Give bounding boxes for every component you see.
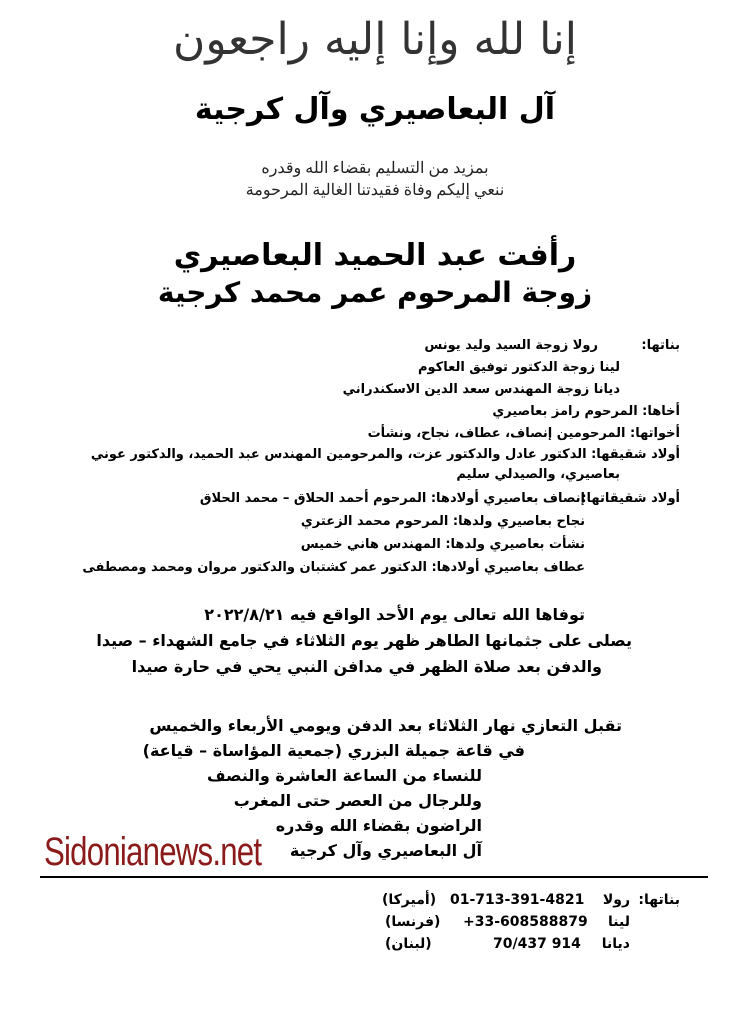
deceased-name: رأفت عبد الحميد البعاصيري xyxy=(173,238,577,273)
daughter-item: ديانا زوجة المهندس سعد الدين الاسكندراني xyxy=(342,382,620,397)
family-title: آل البعاصيري وآل كرجية xyxy=(194,92,556,127)
condolence-line-1: تقبل التعازي نهار الثلاثاء بعد الدفن ويومي الأربعاء والخميس xyxy=(149,716,622,735)
daughter-item: رولا زوجة السيد وليد يونس xyxy=(424,338,598,353)
contact-number: 01-713-391-4821 xyxy=(450,892,585,908)
deceased-wife-of: زوجة المرحوم عمر محمد كرجية xyxy=(157,276,593,309)
condolence-line-2: في قاعة جميلة البزري (جمعية المؤاساة – قياعة) xyxy=(142,741,525,760)
divider-line xyxy=(40,876,708,878)
sister-children-item: إنصاف بعاصيري أولادها: المرحوم أحمد الحلاق – محمد الحلاق xyxy=(199,491,585,506)
sister-children-item: نجاح بعاصيري ولدها: المرحوم محمد الزعتري xyxy=(300,514,585,529)
burial-line: والدفن بعد صلاة الظهر في مدافن النبي يحي في حارة صيدا xyxy=(131,657,602,676)
sister-children-item: عطاف بعاصيري أولادها: الدكتور عمر كشتبان والدكتور مروان ومحمد ومصطفى xyxy=(82,560,585,575)
contacts-label: بناتها: xyxy=(638,892,680,908)
sisters-line: أخواتها: المرحومين إنصاف، عطاف، نجاح، ونشأت xyxy=(367,426,680,441)
intro-line-2: ننعي إليكم وفاة فقيدتنا الغالية المرحومة xyxy=(245,182,505,199)
contact-country: (لبنان) xyxy=(385,936,432,952)
contact-country: (أميركا) xyxy=(382,892,437,908)
brother-line: أخاها: المرحوم رامز بعاصيري xyxy=(492,404,680,419)
contact-name: لينا xyxy=(608,914,630,930)
sisters-children-label: أولاد شقيقاتها: xyxy=(581,491,680,506)
contact-number: +33-608588879 xyxy=(463,914,588,930)
death-date-line: توفاها الله تعالى يوم الأحد الواقع فيه ٢٠٢٢/٨/٢١ xyxy=(204,605,585,624)
condolence-line-3: للنساء من الساعة العاشرة والنصف xyxy=(207,766,482,785)
contact-number: 70/437 914 xyxy=(493,936,581,952)
contact-name: رولا xyxy=(602,892,630,908)
brothers-children-line-2: بعاصيري، والصيدلي سليم xyxy=(456,467,620,482)
watermark-sidonianews: Sidonianews.net xyxy=(44,830,262,874)
intro-line-1: بمزيد من التسليم بقضاء الله وقدره xyxy=(261,160,489,177)
condolence-line-6: آل البعاصيري وآل كرجية xyxy=(289,841,482,860)
daughters-label: بناتها: xyxy=(641,338,680,353)
sister-children-item: نشأت بعاصيري ولدها: المهندس هاني خميس xyxy=(300,537,585,552)
brothers-children-line-1: أولاد شقيقها: الدكتور عادل والدكتور عزت، والمرحومين المهندس عبد الحميد، والدكتور عوني xyxy=(90,447,680,462)
contact-name: ديانا xyxy=(601,936,630,952)
prayer-line: يصلى على جثمانها الطاهر ظهر يوم الثلاثاء في جامع الشهداء – صيدا xyxy=(96,631,632,650)
condolence-line-4: وللرجال من العصر حتى المغرب xyxy=(233,791,482,810)
daughter-item: لينا زوجة الدكتور توفيق العاكوم xyxy=(417,360,620,375)
quran-verse-calligraphy: إنا لله وإنا إليه راجعون xyxy=(173,14,577,65)
condolence-line-5: الراضون بقضاء الله وقدره xyxy=(275,816,482,835)
contact-country: (فرنسا) xyxy=(385,914,441,930)
